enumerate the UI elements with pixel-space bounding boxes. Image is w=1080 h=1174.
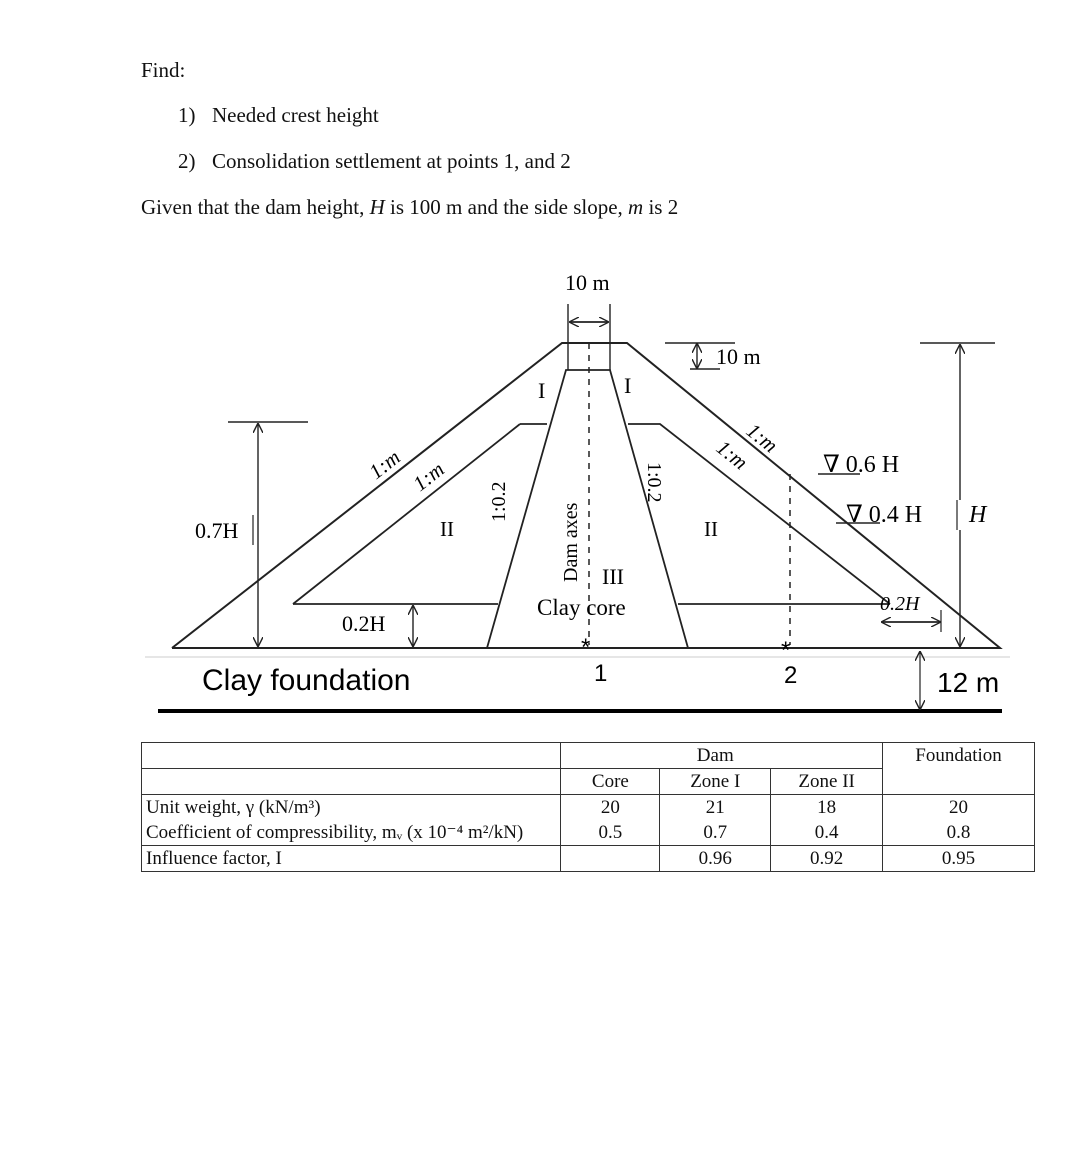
zone2-value: 18: [771, 795, 883, 821]
given-m: m: [628, 195, 644, 219]
row-label: Influence factor, I: [142, 846, 561, 872]
clay-core-label: Clay core: [537, 595, 626, 620]
core-value: 0.5: [561, 820, 660, 846]
header-empty-cell: [883, 769, 1035, 795]
dam-axes-label: Dam axes: [560, 502, 582, 582]
zone1-value: 0.96: [660, 846, 771, 872]
row-label: Coefficient of compressibility, mᵥ (x 10⁻⁴ m²/kN): [142, 820, 561, 846]
zone2-value: 0.4: [771, 820, 883, 846]
row-label: Unit weight, γ (kN/m³): [142, 795, 561, 821]
table-header-row-1: [142, 743, 1035, 769]
slope-right-outer-label: 1:m: [741, 418, 783, 458]
zone-II-right-label: II: [704, 517, 718, 541]
table-row: [142, 846, 1035, 872]
given-text-c: is 2: [643, 195, 679, 219]
slope-right-inner-label: 1:m: [711, 435, 753, 475]
zone-I-right-label: I: [624, 373, 632, 398]
zone-II-left-label: II: [440, 517, 454, 541]
level-06H-label: ∇ 0.6 H: [823, 452, 900, 478]
zone2-value: 0.92: [771, 846, 883, 872]
zone-II-left-boundary: [293, 424, 520, 604]
foundation-header: Foundation: [883, 743, 1035, 769]
foundation-value: 0.95: [883, 846, 1035, 872]
header-empty-cell: [142, 769, 561, 795]
width-02H-label: 0.2H: [880, 593, 920, 615]
core-value: 20: [561, 795, 660, 821]
foundation-value: 0.8: [883, 820, 1035, 846]
zone-III-label: III: [602, 564, 624, 589]
header-empty-cell: [771, 743, 883, 769]
point-1-star: *: [581, 634, 591, 661]
slope-left-outer-label: 1:m: [364, 444, 405, 484]
given-H: H: [369, 195, 385, 219]
point-2-label: 2: [784, 662, 798, 689]
core-slope-left-label: 1:0.2: [488, 481, 510, 522]
table-header-row-2: [142, 769, 1035, 795]
zone-I-left-label: I: [538, 378, 546, 403]
material-properties-table: [141, 742, 1035, 872]
foundation-value: 20: [883, 795, 1035, 821]
height-H-label: H: [969, 502, 987, 528]
zone1-value: 0.7: [660, 820, 771, 846]
question-1-number: 1): [178, 103, 196, 127]
clay-foundation-label: Clay foundation: [202, 664, 411, 697]
table-row: [142, 795, 1035, 821]
crest-width-label: 10 m: [565, 270, 610, 295]
core-header: Core: [561, 769, 660, 795]
freeboard-label: 10 m: [716, 344, 761, 369]
point-1-label: 1: [594, 660, 608, 687]
slope-left-inner-label: 1:m: [408, 456, 449, 496]
point-2-star: *: [781, 637, 791, 664]
find-heading: Find:: [141, 58, 186, 82]
dam-header: Dam: [660, 743, 771, 769]
foundation-depth-label: 12 m: [937, 667, 1000, 698]
header-empty-cell: [142, 743, 561, 769]
height-07H-label: 0.7H: [195, 518, 239, 543]
given-text-b: is 100 m and the side slope,: [384, 195, 629, 219]
table-row: [142, 820, 1035, 846]
question-2-number: 2): [178, 149, 196, 173]
question-1-text: Needed crest height: [212, 103, 379, 127]
core-slope-right-label: 1:0.2: [643, 462, 665, 503]
core-value: [561, 846, 660, 872]
zone1-header: Zone I: [660, 769, 771, 795]
zone2-header: Zone II: [771, 769, 883, 795]
level-04H-label: ∇ 0.4 H: [846, 502, 923, 528]
question-2-text: Consolidation settlement at points 1, and 2: [212, 149, 571, 173]
zone1-value: 21: [660, 795, 771, 821]
given-text-a: Given that the dam height,: [141, 195, 370, 219]
header-empty-cell: [561, 743, 660, 769]
height-02H-label: 0.2H: [342, 611, 386, 636]
